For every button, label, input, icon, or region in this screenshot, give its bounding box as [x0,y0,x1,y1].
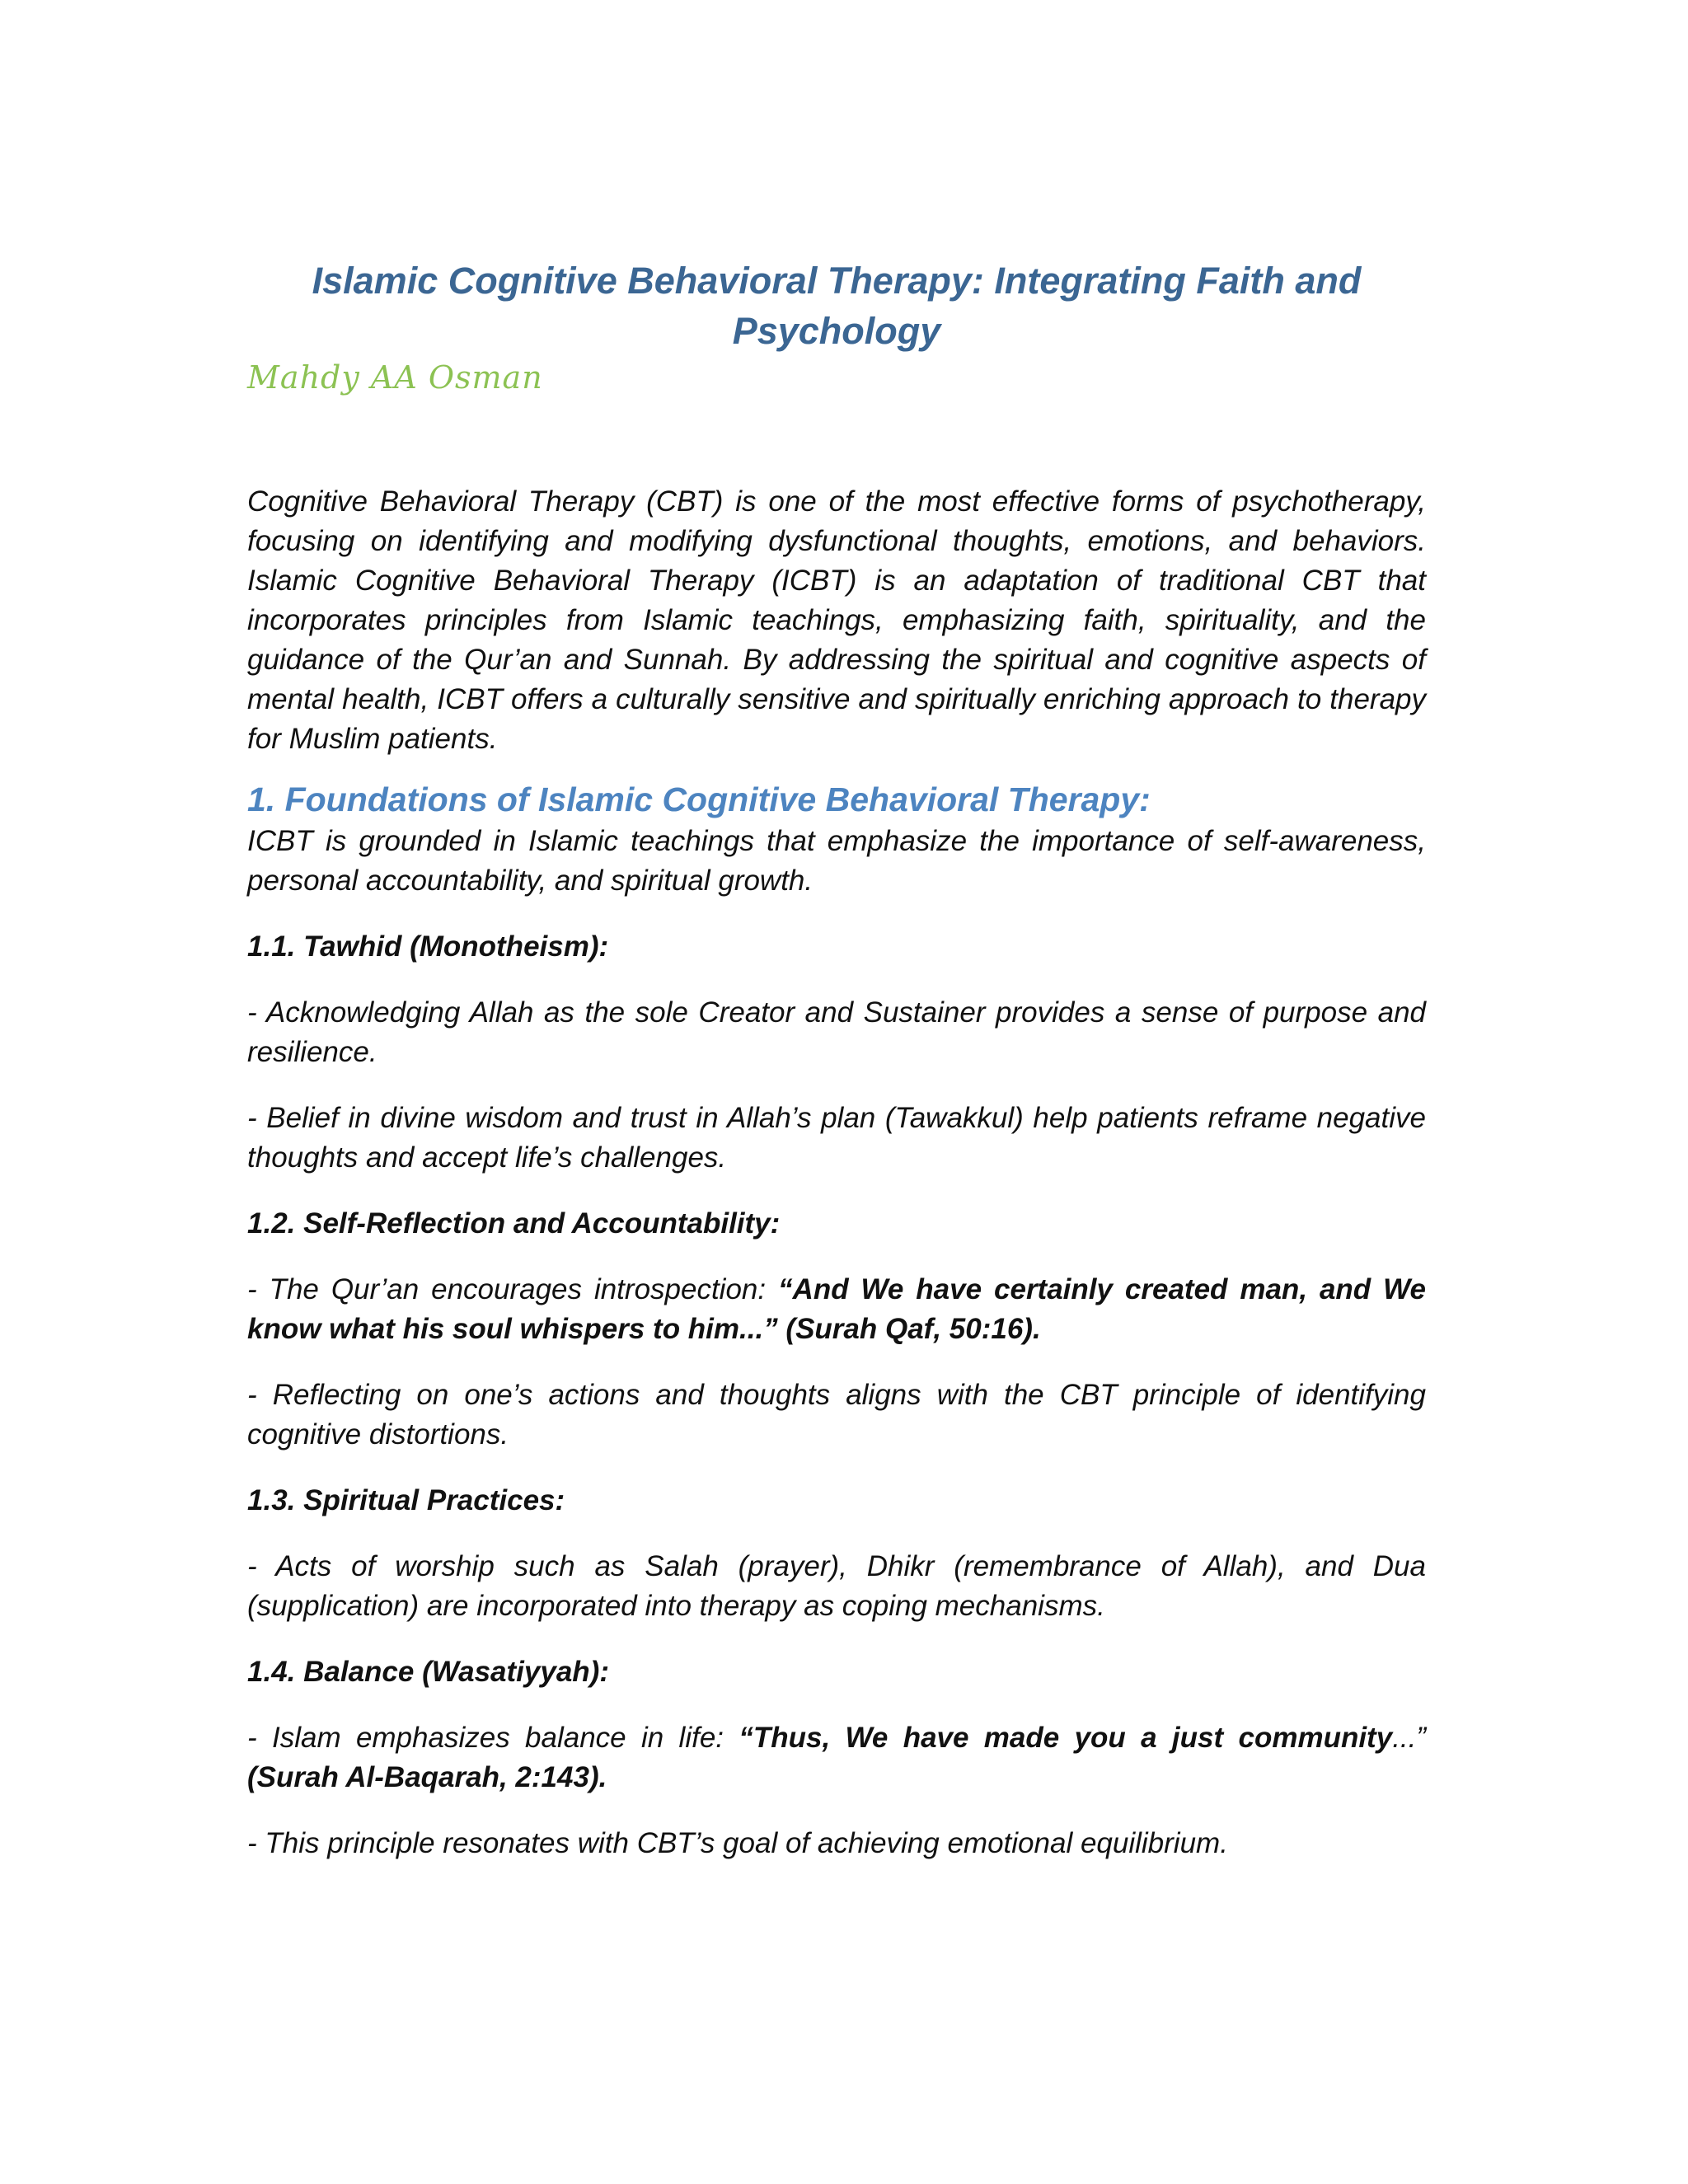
quran-quote: “And We have certainly created man, and We know what his soul whispers to him...” (Surah Qaf, 50:16). [247,1273,1426,1345]
section-lead-paragraph: ICBT is grounded in Islamic teachings that emphasize the importance of self-awareness, personal accountability, and spiritual growth. [247,825,1426,897]
bullet-paragraph-quote [247,1270,1426,1349]
bullet-paragraph: - Reflecting on one’s actions and thoughts aligns with the CBT principle of identifying cognitive distortions. [247,1379,1426,1451]
subheading-balance: 1.4. Balance (Wasatiyyah): [247,1656,609,1688]
bullet-text: - Islam emphasizes balance in life: [247,1722,739,1754]
bullet-paragraph-quote [247,1718,1426,1797]
bullet-paragraph: - Belief in divine wisdom and trust in Allah’s plan (Tawakkul) help patients reframe negative thoughts and accept life’s challenges. [247,1102,1426,1174]
author-name: Mahdy AA Osman [247,359,543,396]
quran-reference: (Surah Al-Baqarah, 2:143). [247,1761,607,1793]
quran-quote: “Thus, We have made you a just community [738,1722,1393,1754]
section-heading-foundations: 1. Foundations of Islamic Cognitive Behavioral Therapy: [247,780,1151,818]
subheading-spiritual-practices: 1.3. Spiritual Practices: [247,1484,565,1516]
quote-ellipsis: ...” [1392,1722,1427,1754]
subheading-tawhid: 1.1. Tawhid (Monotheism): [247,930,609,963]
bullet-paragraph: - This principle resonates with CBT’s goal of achieving emotional equilibrium. [247,1827,1228,1859]
bullet-paragraph: - Acts of worship such as Salah (prayer), Dhikr (remembrance of Allah), and Dua (supplication) are incorporated into therapy as coping mechanisms. [247,1550,1426,1622]
intro-paragraph: Cognitive Behavioral Therapy (CBT) is one of the most effective forms of psychotherapy, focusing on identifying and modifying dysfunctional thoughts, emotions, and behaviors. Islamic Cognitive Behavioral Therapy (ICBT) is an adaptation of traditional CBT that incorporates principles from Islamic teachings, emphasizing faith, spirituality, and the guidance of the Qur’an and Sunnah. By addressing the spiritual and cognitive aspects of mental health, ICBT offers a culturally sensitive and spiritually enriching approach to therapy for Muslim patients. [247,485,1426,755]
subheading-self-reflection: 1.2. Self-Reflection and Accountability: [247,1207,781,1240]
document-title: Islamic Cognitive Behavioral Therapy: Integrating Faith and Psychology [312,260,1362,352]
document-page [247,255,1426,1863]
bullet-paragraph: - Acknowledging Allah as the sole Creator and Sustainer provides a sense of purpose and resilience. [247,996,1426,1068]
bullet-text: - The Qur’an encourages introspection: [247,1273,779,1305]
